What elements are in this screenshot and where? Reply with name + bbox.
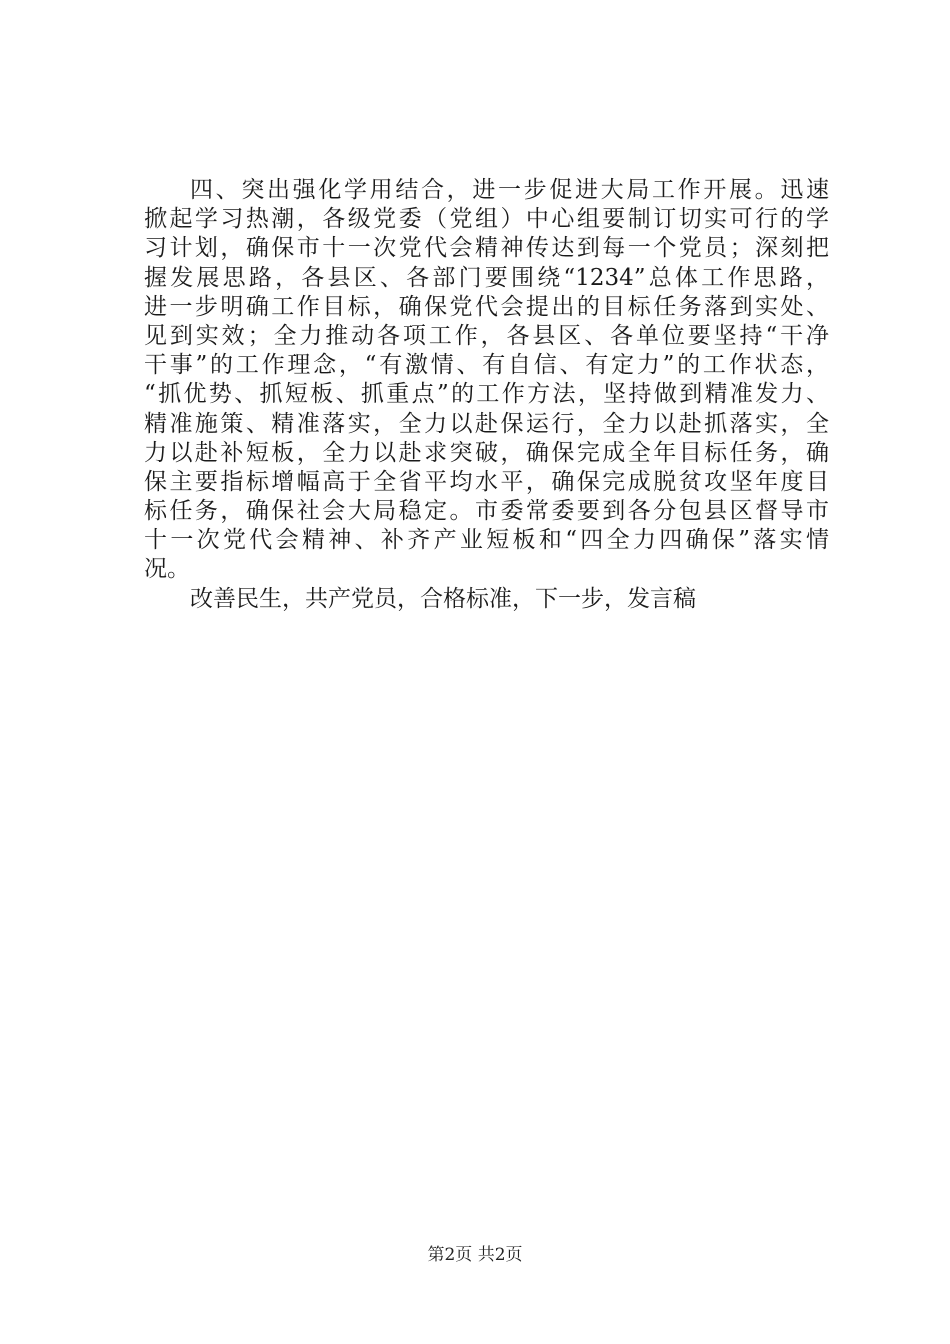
paragraph-line: 况。: [144, 556, 190, 583]
document-body: [144, 176, 829, 614]
paragraph-line: “抓优势、抓短板、抓重点”的工作方法，坚持做到精准发力、: [144, 381, 829, 408]
paragraph-line: 四、突出强化学用结合，进一步促进大局工作开展。迅速: [190, 177, 829, 203]
page-number: 第2页 共2页: [427, 1245, 523, 1265]
paragraph-line: 标任务，确保社会大局稳定。市委常委要到各分包县区督导市: [144, 498, 829, 525]
paragraph: [144, 176, 829, 585]
page-footer: [0, 1243, 950, 1267]
paragraph-line: 习计划，确保市十一次党代会精神传达到每一个党员；深刻把: [144, 235, 829, 262]
paragraph-line: 进一步明确工作目标，确保党代会提出的目标任务落到实处、: [144, 293, 829, 320]
paragraph-line: 十一次党代会精神、补齐产业短板和“四全力四确保”落实情: [144, 527, 829, 554]
keywords-line: 改善民生，共产党员，合格标准，下一步，发言稿: [190, 585, 696, 612]
paragraph-line: 保主要指标增幅高于全省平均水平，确保完成脱贫攻坚年度目: [144, 468, 829, 495]
paragraph-line: 力以赴补短板，全力以赴求突破，确保完成全年目标任务，确: [144, 439, 829, 466]
paragraph-line: 握发展思路，各县区、各部门要围绕“1234”总体工作思路，: [144, 264, 829, 291]
paragraph-line: 掀起学习热潮，各级党委（党组）中心组要制订切实可行的学: [144, 206, 829, 233]
paragraph-line: 精准施策、精准落实，全力以赴保运行，全力以赴抓落实，全: [144, 410, 829, 437]
paragraph-line: 干事”的工作理念，“有激情、有自信、有定力”的工作状态，: [144, 352, 829, 379]
paragraph-line: 见到实效；全力推动各项工作，各县区、各单位要坚持“干净: [144, 322, 829, 349]
